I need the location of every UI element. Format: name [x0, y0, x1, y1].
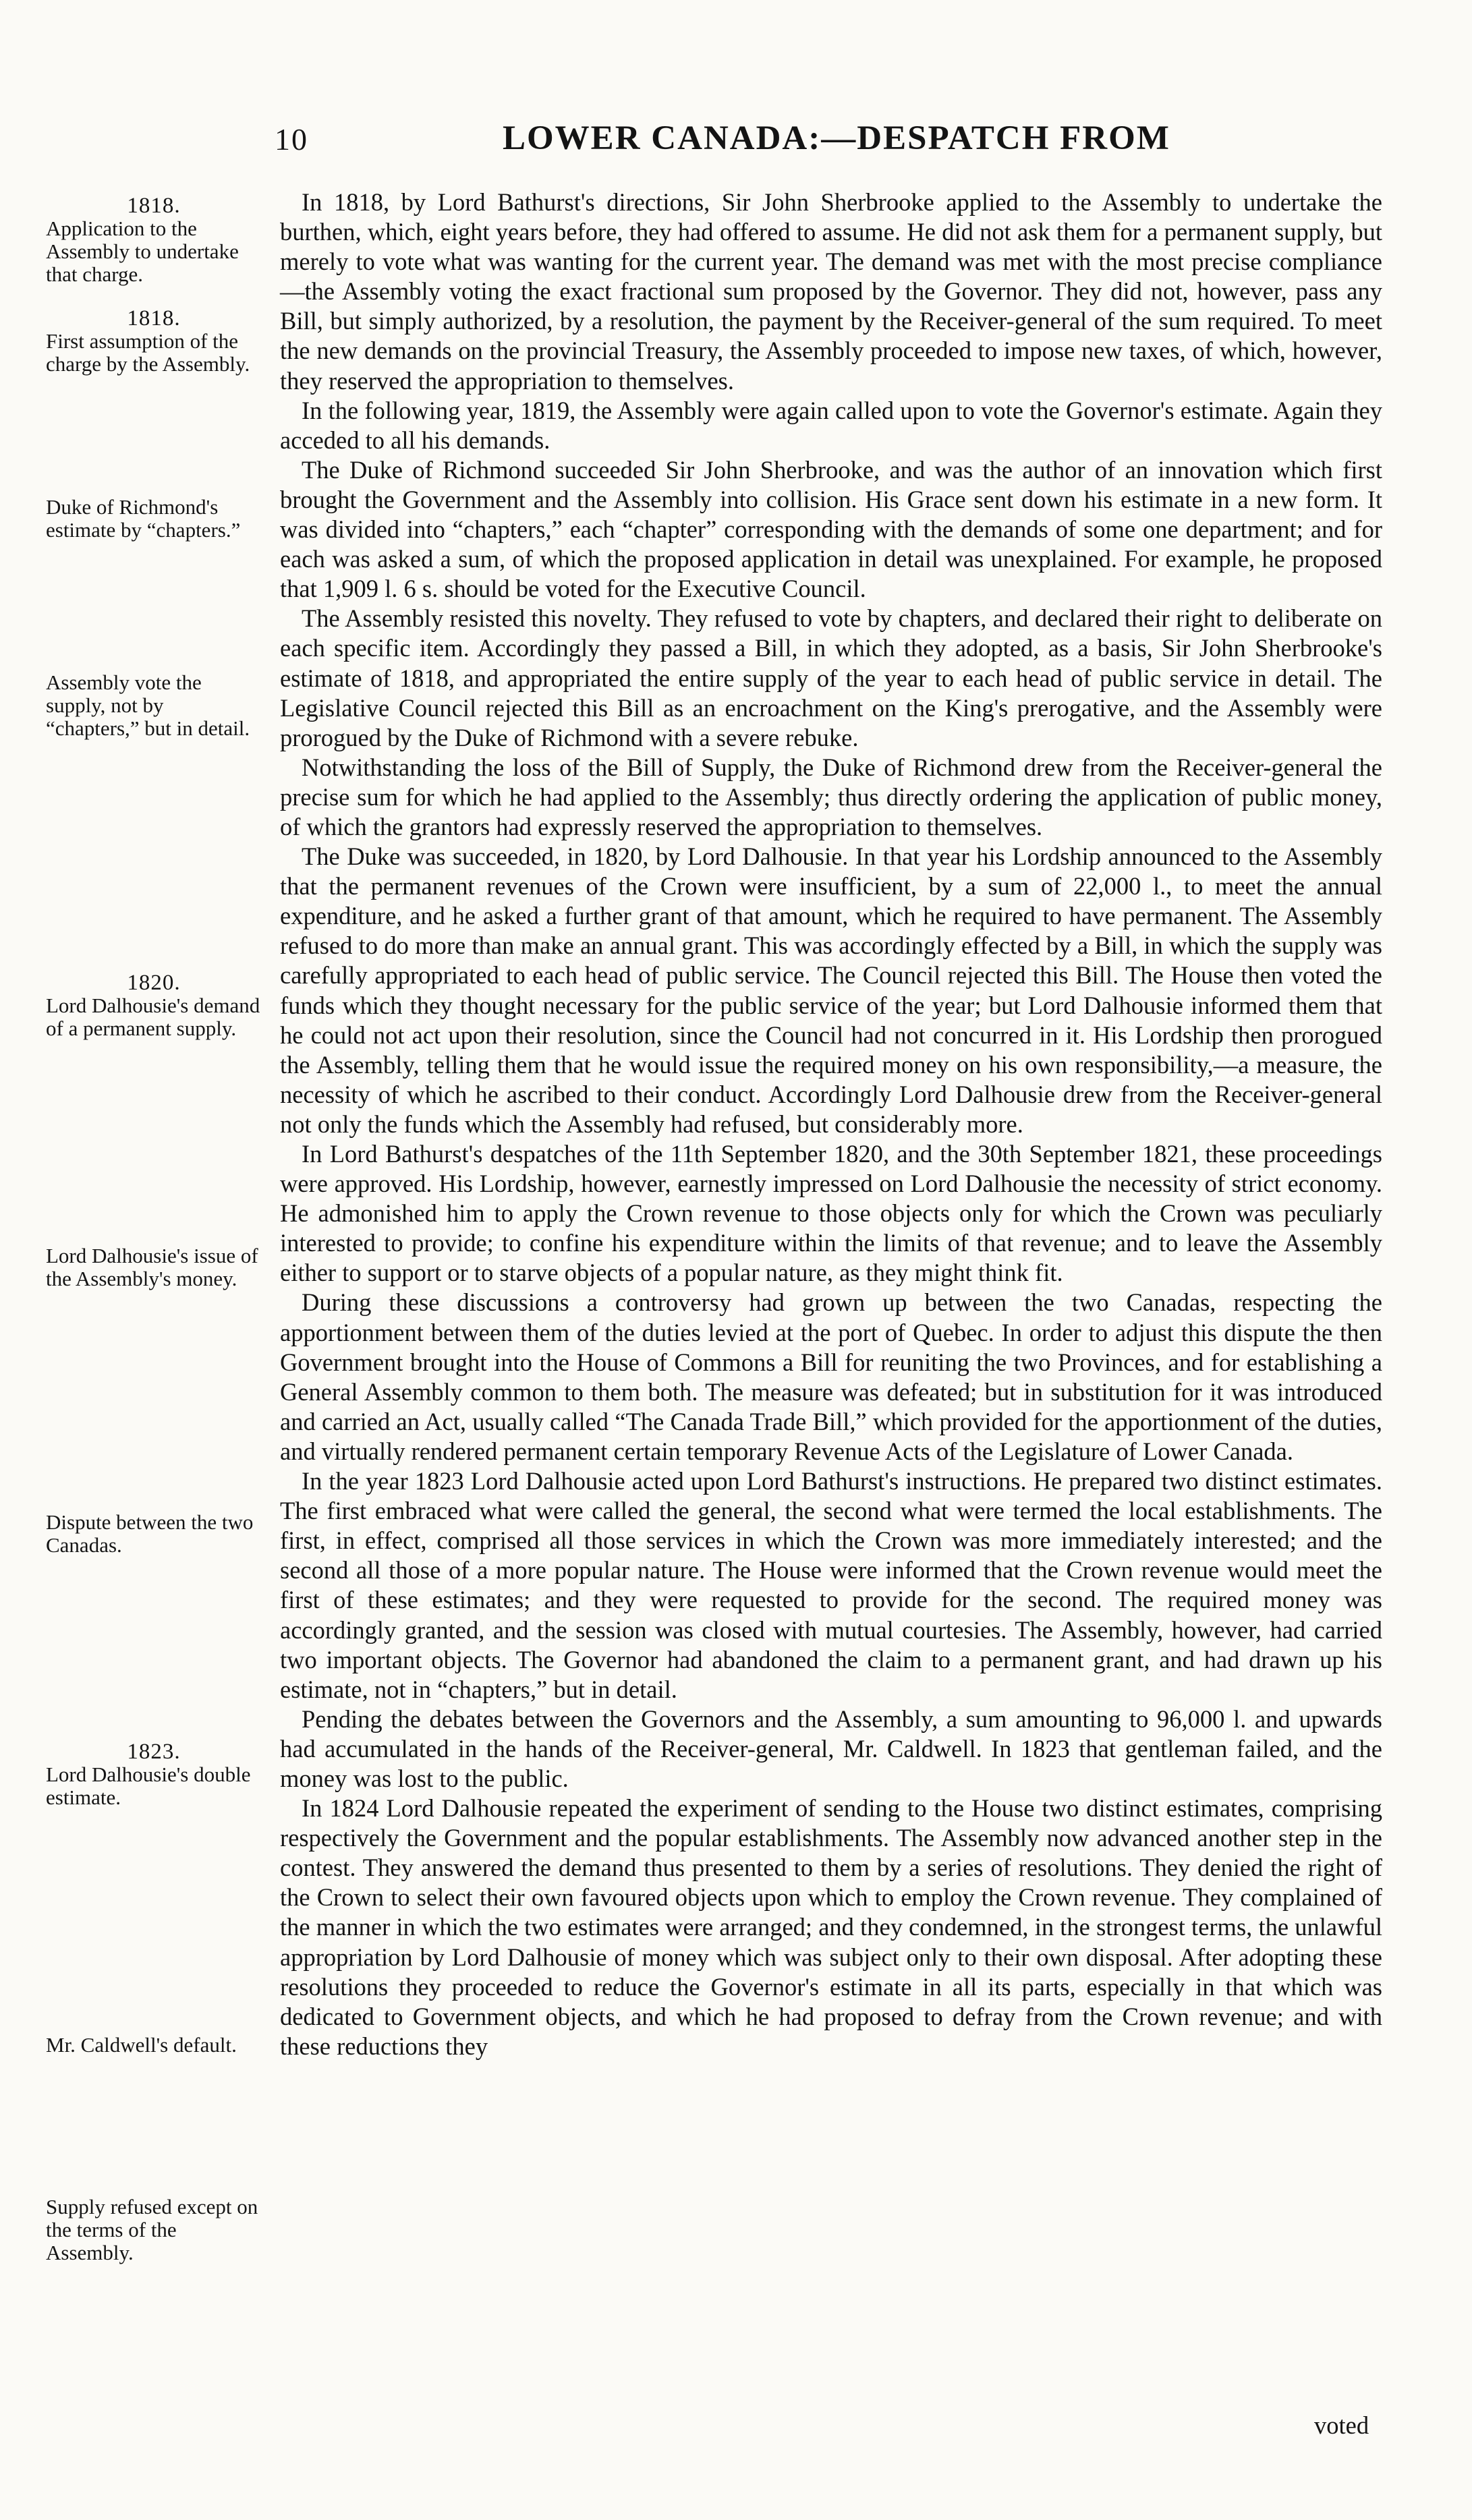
margin-note-text: Lord Dalhousie's demand of a permanent supply.: [46, 994, 260, 1040]
margin-note-two-canadas-dispute: [46, 1511, 262, 1557]
catchword: voted: [1314, 2411, 1369, 2439]
margin-note-1820-dalhousie-demand: [46, 971, 262, 1040]
margin-note-text: Lord Dalhousie's double estimate.: [46, 1763, 251, 1809]
margin-note-year: 1818.: [127, 306, 181, 331]
margin-note-text: Duke of Richmond's estimate by “chapters.”: [46, 495, 241, 542]
paragraph-two-canadas: During these discussions a controversy had grown up between the two Canadas, respecting the apportionment between them of the duties levied at the port of Quebec. In order to adjust this dispute the then Government brought into the House of Commons a Bill for reuniting the two Provinces, and for establishing a General Assembly common to them both. The measure was defeated; but in substitution for it was introduced and carried an Act, usually called “The Canada Trade Bill,” which provided for the apportionment of the duties, and virtually rendered permanent certain temporary Revenue Acts of the Legislature of Lower Canada.: [280, 1288, 1382, 1465]
paragraph-bill-of-supply-lost: Notwithstanding the loss of the Bill of Supply, the Duke of Richmond drew from the Receiver-general the precise sum for which he had applied to the Assembly; thus directly ordering the application of public money, of which the grantors had expressly reserved the appropriation to themselves.: [280, 753, 1382, 840]
margin-note-dalhousie-issue: [46, 1244, 262, 1290]
margin-note-richmond-estimate: [46, 496, 262, 542]
margin-note-text: First assumption of the charge by the Assembly.: [46, 329, 250, 376]
margin-note-text: Mr. Caldwell's default.: [46, 2033, 237, 2057]
paragraph-1818-application: In 1818, by Lord Bathurst's directions, Sir John Sherbrooke applied to the Assembly to undertake the burthen, which, eight years before, they had offered to assume. He did not ask them for a permanent supply, but merely to vote what was wanting for the current year. The demand was met with the most precise compliance—the Assembly voting the exact fractional sum proposed by the Governor. They did not, however, pass any Bill, but simply authorized, by a resolution, the payment by the Receiver-general of the sum required. To meet the new demands on the provincial Treasury, the Assembly proceeded to impose new taxes, of which, however, they reserved the appropriation to themselves.: [280, 188, 1382, 395]
paragraph-assembly-resisted: The Assembly resisted this novelty. They refused to vote by chapters, and declared their right to deliberate on each specific item. Accordingly they passed a Bill, in which they adopted, as a basis, Sir John Sherbrooke's estimate of 1818, and appropriated the entire supply of the year to each head of public service in detail. The Legislative Council rejected this Bill as an encroachment on the King's prerogative, and the Assembly were prorogued by the Duke of Richmond with a severe rebuke.: [280, 604, 1382, 751]
paragraph-1820-dalhousie: The Duke was succeeded, in 1820, by Lord Dalhousie. In that year his Lordship announced to the Assembly that the permanent revenues of the Crown were insufficient, by a sum of 22,000 l., to meet the annual expenditure, and he asked a further grant of that amount, which he required to have permanent. The Assembly refused to do more than make an annual grant. This was accordingly effected by a Bill, in which the supply was carefully appropriated to each head of public service. The Council rejected this Bill. The House then voted the funds which they thought necessary for the public service of the year; but Lord Dalhousie informed them that he could not act upon their resolution, since the Council had not concurred in it. His Lordship then prorogued the Assembly, telling them that he would issue the required money on his own responsibility,—a measure, the necessity of which he ascribed to their conduct. Accordingly Lord Dalhousie drew from the Receiver-general not only the funds which the Assembly had refused, but considerably more.: [280, 842, 1382, 1138]
margin-note-text: Application to the Assembly to undertake that charge.: [46, 217, 239, 286]
paragraph-1819-estimate: In the following year, 1819, the Assembly were again called upon to vote the Governor's estimate. Again they acceded to all his demands.: [280, 396, 1382, 454]
paragraph-richmond-chapters: The Duke of Richmond succeeded Sir John Sherbrooke, and was the author of an innovation which first brought the Government and the Assembly into collision. His Grace sent down his estimate in a new form. It was divided into “chapters,” each “chapter” corresponding with the demands of some one department; and for each was asked a sum, of which the proposed application in detail was unexplained. For example, he proposed that 1,909 l. 6 s. should be voted for the Executive Council.: [280, 455, 1382, 603]
margin-note-caldwell-default: [46, 2034, 262, 2057]
margin-note-supply-refused: [46, 2196, 262, 2264]
margin-note-year: 1818.: [127, 194, 181, 218]
margin-note-assembly-vote: [46, 671, 262, 740]
paragraph-caldwell: Pending the debates between the Governors and the Assembly, a sum amounting to 96,000 l. and upwards had accumulated in the hands of the Receiver-general, Mr. Caldwell. In 1823 that gentleman failed, and the money was lost to the public.: [280, 1705, 1382, 1792]
page-number: 10: [275, 122, 308, 156]
running-title: LOWER CANADA:—DESPATCH FROM: [503, 119, 1170, 157]
margin-note-text: Supply refused except on the terms of the Assembly.: [46, 2195, 258, 2264]
margin-note-text: Lord Dalhousie's issue of the Assembly's money.: [46, 1244, 258, 1290]
margin-note-year: 1823.: [127, 1740, 181, 1764]
body-text: [280, 188, 1382, 2061]
margin-note-1818-first-assumption: [46, 307, 262, 376]
paragraph-bathurst-despatches: In Lord Bathurst's despatches of the 11th September 1820, and the 30th September 1821, these proceedings were approved. His Lordship, however, earnestly impressed on Lord Dalhousie the necessity of strict economy. He admonished him to apply the Crown revenue to those objects only for which the Crown was peculiarly interested to provide; to confine his expenditure within the limits of that revenue; and to leave the Assembly either to support or to starve objects of a popular nature, as they might think fit.: [280, 1140, 1382, 1287]
margin-note-text: Assembly vote the supply, not by “chapters,” but in detail.: [46, 670, 250, 740]
margin-note-year: 1820.: [127, 971, 181, 995]
margin-note-text: Dispute between the two Canadas.: [46, 1510, 254, 1557]
paragraph-1824-experiment: In 1824 Lord Dalhousie repeated the experiment of sending to the House two distinct estimates, comprising respectively the Government and the popular establishments. The Assembly now advanced another step in the contest. They answered the demand thus presented to them by a series of resolutions. They denied the right of the Crown to select their own favoured objects upon which to employ the Crown revenue. They complained of the manner in which the two estimates were arranged; and they condemned, in the strongest terms, the unlawful appropriation by Lord Dalhousie of money which was subject only to their own disposal. After adopting these resolutions they proceeded to reduce the Governor's estimate in all its parts, especially in that which was dedicated to Government objects, and which he had proposed to defray from the Crown revenue; and with these reductions they: [280, 1794, 1382, 2060]
margin-note-1823-double-estimate: [46, 1740, 262, 1809]
running-header: [0, 119, 1472, 166]
paragraph-1823-estimates: In the year 1823 Lord Dalhousie acted upon Lord Bathurst's instructions. He prepared two distinct estimates. The first embraced what were called the general, the second what were termed the local establishments. The first, in effect, comprised all those services in which the Crown was more immediately interested; and the second all those of a more popular nature. The House were informed that the Crown revenue would meet the first of these estimates; and they were requested to provide for the second. The required money was accordingly granted, and the session was closed with mutual courtesies. The Assembly, however, had carried two important objects. The Governor had abandoned the claim to a permanent grant, and had drawn up his estimate, not in “chapters,” but in detail.: [280, 1467, 1382, 1703]
margin-note-1818-application: [46, 194, 262, 286]
